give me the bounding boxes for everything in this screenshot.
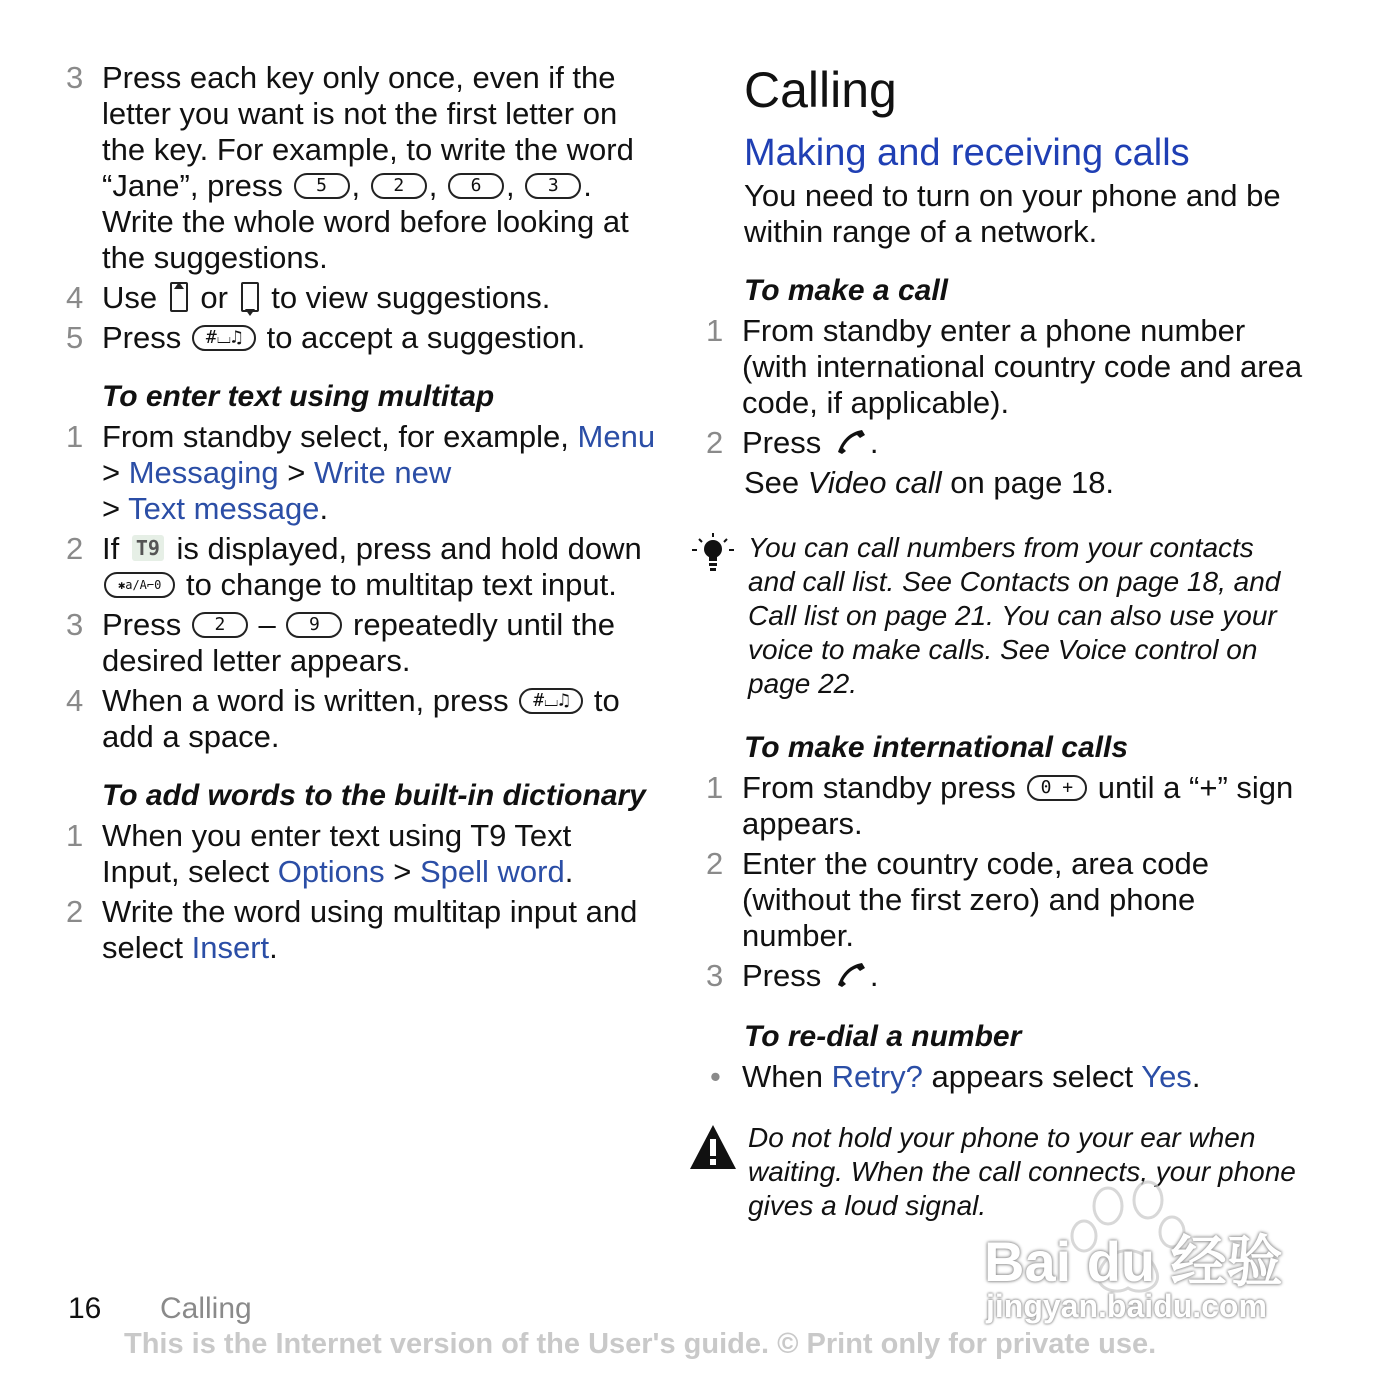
step-number: 3 <box>66 607 84 642</box>
step-text-end: until a “+” sign appears. <box>742 770 1294 841</box>
subheading-make-call: To make a call <box>744 274 948 307</box>
key-5: 5 <box>294 173 350 199</box>
step-text-end: to view suggestions. <box>271 280 551 315</box>
step-number: 1 <box>706 313 724 348</box>
section-heading: Making and receiving calls <box>744 132 1190 174</box>
key-star: ✱a/A⌐0 <box>104 572 175 598</box>
step-jane: 3 Press each key only once, even if the letter you want is not the first letter on the key. For example, to write the word “Jane”, press 5 , 2 , 6 , 3 . Write the whole word before looking at the suggestions. <box>66 60 634 275</box>
period: . <box>1191 1059 1201 1094</box>
step-text-mid: appears select <box>931 1059 1134 1094</box>
step-number: 3 <box>706 958 724 993</box>
step-text: Press <box>742 958 822 993</box>
multitap-step-3 <box>66 607 656 679</box>
step-number: 2 <box>66 894 84 929</box>
subheading-redial: To re-dial a number <box>744 1020 1022 1053</box>
step-text: Use <box>102 280 158 315</box>
video-call-ref: Video call <box>807 465 942 500</box>
make-call-step-2 <box>706 425 1306 461</box>
step-accept <box>66 320 656 356</box>
step-number: 1 <box>66 818 84 853</box>
right-column <box>706 60 1306 1223</box>
lightbulb-icon <box>688 531 738 581</box>
separator: > <box>393 854 412 889</box>
step-text-end: repeatedly until the desired letter appears. <box>102 607 615 678</box>
step-text-or: or <box>200 280 228 315</box>
multitap-step-4 <box>66 683 656 755</box>
key-hash: #⌴♫ <box>519 688 583 714</box>
subheading-multitap: To enter text using multitap <box>102 380 495 413</box>
step-text-continued: Write the whole word before looking at the suggestions. <box>102 204 629 275</box>
see-prefix: See <box>744 465 800 500</box>
step-number: 4 <box>66 280 84 315</box>
retry-link[interactable]: Retry? <box>831 1059 923 1094</box>
make-call-step-1 <box>706 313 1306 421</box>
step-number: 3 <box>66 60 84 95</box>
insert-link[interactable]: Insert <box>191 930 270 965</box>
options-link[interactable]: Options <box>277 854 385 889</box>
tip-text: You can call numbers from your contacts and call list. See Contacts on page 18, and Call list on page 21. You can also use your voice to make calls. See Voice control on page 22. <box>748 532 1281 699</box>
call-icon <box>834 959 868 989</box>
dictionary-step-2 <box>66 894 656 966</box>
period: . <box>869 425 879 460</box>
step-text-end: to accept a suggestion. <box>266 320 586 355</box>
step-text: Write the word using multitap input and select <box>102 894 638 965</box>
bullet: • <box>710 1059 721 1094</box>
multitap-step-1 <box>66 419 656 527</box>
step-number: 2 <box>706 425 724 460</box>
footer-disclaimer: This is the Internet version of the User's guide. © Print only for private use. <box>124 1328 1157 1360</box>
intl-step-1 <box>706 770 1306 842</box>
page-title: Calling <box>744 62 897 118</box>
warning-text: Do not hold your phone to your ear when waiting. When the call connects, your phone gives a loud signal. <box>748 1122 1296 1221</box>
step-text: Press each key only once, even if the letter you want is not the first letter on the key. For example, to write the word “Jane”, press <box>102 60 634 203</box>
key-0-plus: 0 + <box>1027 775 1088 801</box>
intl-step-3 <box>706 958 1306 994</box>
see-suffix: on page 18. <box>950 465 1115 500</box>
intro-text: You need to turn on your phone and be within range of a network. <box>744 178 1281 249</box>
step-text-end: to add a space. <box>102 683 620 754</box>
step-number: 4 <box>66 683 84 718</box>
call-icon <box>834 426 868 456</box>
step-text: Enter the country code, area code (without the first zero) and phone number. <box>742 846 1210 953</box>
messaging-link[interactable]: Messaging <box>128 455 279 490</box>
step-text: Press <box>102 320 182 355</box>
period: . <box>319 491 329 526</box>
key-hash: #⌴♫ <box>192 325 256 351</box>
tip-note <box>706 531 1306 701</box>
intl-step-2 <box>706 846 1306 954</box>
step-number: 5 <box>66 320 84 355</box>
warning-icon <box>688 1123 738 1173</box>
spell-word-link[interactable]: Spell word <box>419 854 565 889</box>
menu-link[interactable]: Menu <box>577 419 656 454</box>
separator: > <box>287 455 306 490</box>
step-number: 2 <box>706 846 724 881</box>
key-9: 9 <box>286 612 342 638</box>
step-text: From standby select, for example, <box>102 419 569 454</box>
step-text-end: to change to multitap text input. <box>185 567 617 602</box>
write-new-link[interactable]: Write new <box>314 455 452 490</box>
multitap-step-2 <box>66 531 656 603</box>
left-column <box>66 60 656 970</box>
step-number: 1 <box>706 770 724 805</box>
dash: – <box>258 607 276 642</box>
subheading-international: To make international calls <box>744 731 1129 764</box>
step-text: From standby press <box>742 770 1016 805</box>
page-number: 16 <box>68 1292 102 1325</box>
key-3: 3 <box>525 173 581 199</box>
nav-down-icon <box>241 282 259 312</box>
watermark-logo: Bai du 经验 <box>984 1230 1283 1293</box>
step-text: Press <box>102 607 182 642</box>
period: . <box>564 854 574 889</box>
yes-link[interactable]: Yes <box>1141 1059 1192 1094</box>
step-text: If <box>102 531 120 566</box>
period: . <box>269 930 278 965</box>
period: . <box>869 958 879 993</box>
step-number: 1 <box>66 419 84 454</box>
step-text: Press <box>742 425 822 460</box>
key-6: 6 <box>448 173 504 199</box>
t9-icon: T9 <box>132 535 164 561</box>
separator: > <box>102 491 121 526</box>
key-2: 2 <box>371 173 427 199</box>
footer-section: Calling <box>160 1292 252 1325</box>
text-message-link[interactable]: Text message <box>128 491 320 526</box>
step-text: From standby enter a phone number (with international country code and area code, if applicable). <box>742 313 1303 420</box>
see-video-call <box>706 465 1306 501</box>
redial-bullet-item <box>706 1059 1306 1095</box>
nav-up-icon <box>170 282 188 312</box>
step-text: When a word is written, press <box>102 683 509 718</box>
dictionary-step-1 <box>66 818 656 890</box>
step-text: When <box>742 1059 823 1094</box>
watermark-url: jingyan.baidu.com <box>986 1288 1267 1324</box>
step-use-nav <box>66 280 656 316</box>
step-text: When you enter text using T9 Text Input, select <box>102 818 572 889</box>
key-2: 2 <box>192 612 248 638</box>
subheading-dictionary: To add words to the built-in dictionary <box>102 779 646 812</box>
step-number: 2 <box>66 531 84 566</box>
step-text-mid: is displayed, press and hold down <box>176 531 642 566</box>
separator: > <box>102 455 121 490</box>
